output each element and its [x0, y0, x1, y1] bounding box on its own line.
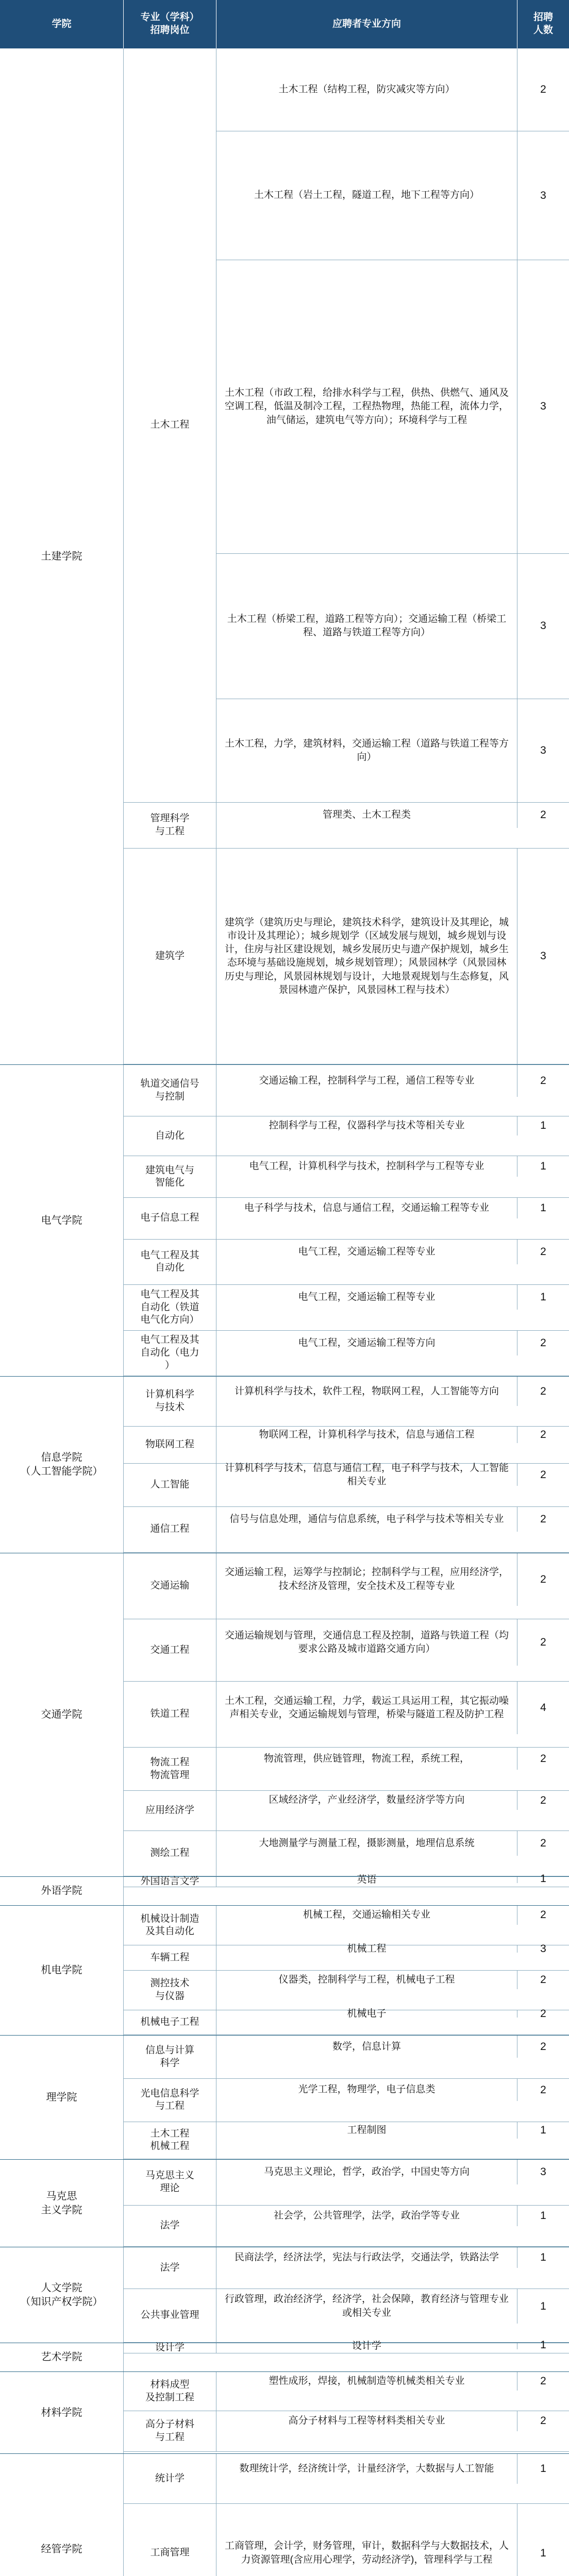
position-name: 自动化	[124, 1116, 216, 1156]
direction-rows	[216, 2206, 569, 2247]
position-name: 材料成型 及控制工程	[124, 2372, 216, 2411]
direction-rows	[216, 1464, 569, 1506]
table-row	[216, 699, 569, 802]
position-name: 法学	[124, 2247, 216, 2289]
position-rows	[124, 2247, 569, 2343]
college-group	[0, 2372, 569, 2454]
table-row	[216, 1971, 569, 1990]
major-direction: 英语	[216, 1877, 517, 1883]
position-name: 管理科学 与工程	[124, 803, 216, 848]
table-row	[216, 1285, 569, 1310]
hire-count: 2	[540, 2083, 546, 2096]
position-name: 建筑学	[124, 849, 216, 1064]
direction-rows	[216, 2372, 569, 2411]
major-direction: 工程制图	[216, 2122, 517, 2139]
position-name: 车辆工程	[124, 1945, 216, 1970]
hire-count: 3	[540, 400, 546, 413]
major-direction: 交通运输工程，控制科学与工程，通信工程等专业	[216, 1065, 517, 1096]
position-group	[124, 2036, 569, 2079]
table-row	[216, 1116, 569, 1136]
college-group	[0, 2338, 569, 2372]
major-direction: 计算机科学与技术，信息与通信工程，电子科学与技术，人工智能相关专业	[216, 1464, 517, 1486]
table-header	[0, 0, 569, 48]
position-group	[124, 48, 569, 803]
college-group	[0, 1906, 569, 2036]
position-group	[124, 803, 569, 849]
college-group	[0, 1553, 569, 1877]
hire-count: 2	[540, 1385, 546, 1397]
direction-rows	[216, 1240, 569, 1285]
direction-rows	[216, 1156, 569, 1197]
direction-rows	[216, 1285, 569, 1330]
major-direction: 土木工程（桥梁工程，道路工程等方向）；交通运输工程（桥梁工程、道路与铁道工程等方向）	[216, 554, 517, 699]
direction-rows	[216, 1198, 569, 1239]
position-group	[124, 2007, 569, 2036]
position-group	[124, 2247, 569, 2289]
hire-count: 2	[540, 1974, 546, 1986]
hire-count: 2	[540, 1636, 546, 1648]
position-group	[124, 2454, 569, 2504]
hire-count: 2	[540, 1245, 546, 1258]
direction-rows	[216, 1507, 569, 1552]
position-rows	[124, 2372, 569, 2453]
major-direction: 工商管理，会计学，财务管理，审计，数据科学与大数据技术，人力资源管理(含应用心理学，劳动经济学)，管理科学与工程	[216, 2504, 517, 2576]
position-name: 交通工程	[124, 1619, 216, 1681]
position-group	[124, 2206, 569, 2247]
position-name: 设计学	[124, 2343, 216, 2352]
college-group	[0, 2247, 569, 2343]
position-name: 测绘工程	[124, 1831, 216, 1876]
college-name: 理学院	[0, 2036, 124, 2159]
college-name: 经管学院	[0, 2454, 124, 2576]
table-row	[216, 1619, 569, 1666]
table-row	[216, 2247, 569, 2268]
hire-count: 2	[540, 1513, 546, 1526]
position-group	[124, 1156, 569, 1198]
table-row	[216, 1831, 569, 1856]
position-name: 高分子材料 与工程	[124, 2411, 216, 2451]
position-group	[124, 1427, 569, 1464]
direction-rows	[216, 1682, 569, 1748]
position-rows	[124, 2454, 569, 2576]
college-group	[0, 2036, 569, 2160]
table-row	[216, 1156, 569, 1177]
position-group	[124, 1240, 569, 1285]
college-group	[0, 48, 569, 1065]
major-direction: 马克思主义理论，哲学，政治学，中国史等方向	[216, 2160, 517, 2184]
direction-rows	[216, 1553, 569, 1619]
position-name: 工商管理	[124, 2504, 216, 2576]
position-rows	[124, 48, 569, 1064]
major-direction: 塑性成形，焊接，机械制造等机械类相关专业	[216, 2372, 517, 2391]
direction-rows	[216, 1791, 569, 1831]
major-direction: 电气工程，交通运输工程等专业	[216, 1240, 517, 1264]
hire-count: 2	[540, 2040, 546, 2053]
position-name: 光电信息科学 与工程	[124, 2079, 216, 2122]
major-direction: 机械电子	[216, 2010, 517, 2018]
position-group	[124, 1971, 569, 2010]
major-direction: 物联网工程，计算机科学与技术，信息与通信工程	[216, 1427, 517, 1443]
hire-count: 2	[540, 83, 546, 96]
major-direction: 管理类、土木工程类	[216, 803, 517, 828]
direction-rows	[216, 1116, 569, 1156]
hire-count: 2	[540, 1837, 546, 1849]
position-name: 物联网工程	[124, 1427, 216, 1464]
college-name: 外语学院	[0, 1877, 124, 1905]
hire-count: 2	[540, 1573, 546, 1585]
position-group	[124, 1198, 569, 1240]
college-group	[0, 1377, 569, 1553]
position-group	[124, 2160, 569, 2206]
major-direction: 控制科学与工程，仪器科学与技术等相关专业	[216, 1116, 517, 1136]
position-rows	[124, 2160, 569, 2247]
college-name: 信息学院 （人工智能学院）	[0, 1377, 124, 1552]
position-rows	[124, 1065, 569, 1376]
college-group	[0, 1065, 569, 1377]
hire-count: 1	[540, 1120, 546, 1132]
position-group	[124, 1619, 569, 1682]
major-direction: 机械工程，交通运输相关专业	[216, 1906, 517, 1925]
major-direction: 交通运输工程，运筹学与控制论；控制科学与工程，应用经济学，技术经济及管理，安全技术及工程等专业	[216, 1553, 517, 1606]
table-row	[216, 1945, 569, 1953]
position-name: 机械电子工程	[124, 2010, 216, 2035]
hire-count: 2	[540, 809, 546, 821]
college-group	[0, 2454, 569, 2576]
position-rows	[124, 1553, 569, 1877]
hire-count: 3	[540, 2166, 546, 2178]
direction-rows	[216, 1377, 569, 1426]
hire-count: 2	[540, 1794, 546, 1806]
position-name: 电气工程及其 自动化（铁道 电气化方向）	[124, 1285, 216, 1330]
table-row	[216, 2036, 569, 2058]
direction-rows	[216, 2454, 569, 2503]
major-direction: 电气工程，交通运输工程等专业	[216, 1285, 517, 1310]
hire-count: 1	[540, 2251, 546, 2264]
college-group	[0, 2160, 569, 2247]
major-direction: 机械工程	[216, 1945, 517, 1953]
hire-count: 1	[540, 2338, 546, 2351]
position-name: 土木工程	[124, 48, 216, 802]
hire-count: 3	[540, 189, 546, 201]
table-row	[216, 2504, 569, 2576]
position-name: 轨道交通信号 与控制	[124, 1065, 216, 1116]
hire-count: 4	[540, 1701, 546, 1714]
table-row	[216, 260, 569, 554]
position-rows	[124, 2036, 569, 2159]
position-name: 电气工程及其 自动化（电力 ）	[124, 1331, 216, 1376]
major-direction: 电气工程，计算机科学与技术，控制科学与工程等专业	[216, 1156, 517, 1177]
major-direction: 建筑学（建筑历史与理论，建筑技术科学，建筑设计及其理论，城市设计及其理论）；城乡规划学（区域发展与规划，城乡规划与设计，住房与社区建设规划，城乡发展历史与遗产保护规划，城乡生态环境与基础设施规划，城乡规划管理）；风景园林学（风景园林历史与理论，风景园林规划与设计，大地景观规划与生态修复，风景园林遗产保护，风景园林工程与技术）	[216, 849, 517, 1064]
position-group	[124, 2372, 569, 2411]
position-rows	[124, 1872, 569, 1905]
college-name: 交通学院	[0, 1553, 124, 1877]
position-name: 电气工程及其 自动化	[124, 1240, 216, 1285]
position-name: 土木工程 机械工程	[124, 2122, 216, 2159]
header-direction: 应聘者专业方向	[216, 0, 517, 48]
table-row	[216, 1198, 569, 1218]
position-name: 统计学	[124, 2454, 216, 2503]
table-row	[216, 1872, 569, 1886]
college-name: 电气学院	[0, 1065, 124, 1376]
direction-rows	[216, 2122, 569, 2159]
college-name: 人文学院 （知识产权学院）	[0, 2247, 124, 2343]
position-group	[124, 1464, 569, 1507]
hire-count: 2	[540, 1428, 546, 1440]
position-name: 外国语言文学	[124, 1877, 216, 1886]
hire-count: 2	[540, 1909, 546, 1921]
major-direction: 电气工程，交通运输工程等方向	[216, 1331, 517, 1355]
position-group	[124, 1065, 569, 1116]
direction-rows	[216, 1872, 569, 1886]
hire-count: 3	[540, 950, 546, 962]
table-row	[216, 48, 569, 131]
position-name: 建筑电气与 智能化	[124, 1156, 216, 1197]
direction-rows	[216, 2289, 569, 2343]
direction-rows	[216, 2160, 569, 2205]
position-name: 电子信息工程	[124, 1198, 216, 1239]
hire-count: 2	[540, 1468, 546, 1481]
hire-count: 3	[540, 620, 546, 632]
direction-rows	[216, 2338, 569, 2352]
major-direction: 土木工程（结构工程，防灾减灾等方向）	[216, 48, 517, 131]
college-group	[0, 1872, 569, 1906]
position-group	[124, 849, 569, 1064]
position-rows	[124, 2338, 569, 2371]
position-name: 马克思主义 理论	[124, 2160, 216, 2205]
table-row	[216, 1682, 569, 1734]
direction-rows	[216, 1906, 569, 1945]
position-name: 法学	[124, 2206, 216, 2247]
hire-count: 1	[540, 1291, 546, 1303]
major-direction: 设计学	[216, 2343, 517, 2349]
table-row	[216, 554, 569, 699]
position-group	[124, 1331, 569, 1377]
position-name: 物流工程 物流管理	[124, 1748, 216, 1790]
major-direction: 交通运输规划与管理，交通信息工程及控制，道路与铁道工程（均要求公路及城市道路交通方向）	[216, 1619, 517, 1666]
position-rows	[124, 1906, 569, 2035]
position-group	[124, 1748, 569, 1791]
major-direction: 高分子材料与工程等材料类相关专业	[216, 2411, 517, 2431]
position-group	[124, 1831, 569, 1877]
table-row	[216, 1464, 569, 1486]
college-name: 土建学院	[0, 48, 124, 1064]
table-row	[216, 1331, 569, 1355]
college-name: 艺术学院	[0, 2343, 124, 2371]
direction-rows	[216, 1831, 569, 1876]
major-direction: 土木工程，交通运输工程，力学，载运工具运用工程，其它振动噪声相关专业，交通运输规划与管理，桥梁与隧道工程及防护工程	[216, 1682, 517, 1734]
table-row	[216, 1553, 569, 1606]
position-group	[124, 1791, 569, 1831]
major-direction: 电子科学与技术，信息与通信工程，交通运输工程等专业	[216, 1198, 517, 1218]
position-group	[124, 1872, 569, 1887]
direction-rows	[216, 2411, 569, 2451]
hire-count: 1	[540, 1201, 546, 1214]
table-row	[216, 2007, 569, 2020]
header-college: 学院	[0, 0, 124, 48]
position-group	[124, 1553, 569, 1620]
table-row	[216, 2411, 569, 2431]
position-name: 交通运输	[124, 1553, 216, 1619]
table-row	[216, 1377, 569, 1406]
hire-count: 1	[540, 2547, 546, 2559]
header-count: 招聘 人数	[533, 12, 553, 36]
major-direction: 计算机科学与技术，软件工程，物联网工程，人工智能等方向	[216, 1377, 517, 1406]
major-direction: 土木工程，力学，建筑材料，交通运输工程（道路与铁道工程等方向）	[216, 699, 517, 802]
header-position: 专业（学科） 招聘岗位	[124, 0, 216, 48]
hire-count: 2	[540, 1074, 546, 1087]
table-row	[216, 1065, 569, 1096]
table-row	[216, 1791, 569, 1810]
hire-count: 2	[540, 2007, 546, 2020]
major-direction: 数学，信息计算	[216, 2036, 517, 2058]
college-name: 材料学院	[0, 2372, 124, 2453]
position-group	[124, 1906, 569, 1945]
hire-count: 3	[540, 744, 546, 756]
major-direction: 土木工程（岩土工程，隧道工程，地下工程等方向）	[216, 131, 517, 260]
position-group	[124, 2079, 569, 2122]
direction-rows	[216, 2504, 569, 2576]
position-rows	[124, 1377, 569, 1552]
major-direction: 区域经济学，产业经济学，数量经济学等方向	[216, 1791, 517, 1810]
position-group	[124, 2338, 569, 2353]
major-direction: 社会学，公共管理学，法学，政治学等专业	[216, 2206, 517, 2226]
position-name: 计算机科学 与技术	[124, 1377, 216, 1426]
hire-count: 2	[540, 2375, 546, 2387]
major-direction: 仪器类，控制科学与工程，机械电子工程	[216, 1971, 517, 1990]
table-row	[216, 2122, 569, 2139]
table-row	[216, 2160, 569, 2184]
direction-rows	[216, 1971, 569, 2010]
table-row	[216, 1906, 569, 1925]
major-direction: 物流管理，供应链管理，物流工程，系统工程，	[216, 1748, 517, 1770]
major-direction: 土木工程（市政工程，给排水科学与工程，供热、供燃气、通风及空调工程，低温及制冷工程，工程热物理，热能工程，流体力学，油气储运，建筑电气等方向）；环境科学与工程	[216, 260, 517, 553]
hire-count: 3	[540, 1943, 546, 1955]
direction-rows	[216, 2079, 569, 2122]
direction-rows	[216, 2036, 569, 2078]
table-row	[216, 2372, 569, 2391]
table-row	[216, 1427, 569, 1443]
position-group	[124, 1945, 569, 1971]
position-group	[124, 2289, 569, 2343]
table-row	[216, 849, 569, 1064]
table-row	[216, 1507, 569, 1532]
hire-count: 2	[540, 1336, 546, 1349]
major-direction: 大地测量学与测量工程，摄影测量，地理信息系统	[216, 1831, 517, 1856]
direction-rows	[216, 1945, 569, 1970]
position-name: 公共事业管理	[124, 2289, 216, 2343]
table-row	[216, 803, 569, 828]
position-group	[124, 2122, 569, 2160]
position-group	[124, 1116, 569, 1156]
direction-rows	[216, 48, 569, 802]
hire-count: 1	[540, 2209, 546, 2222]
position-group	[124, 1682, 569, 1748]
direction-rows	[216, 1331, 569, 1376]
hire-count: 1	[540, 2124, 546, 2136]
position-group	[124, 2411, 569, 2452]
position-name: 人工智能	[124, 1464, 216, 1506]
direction-rows	[216, 2007, 569, 2035]
hire-count: 1	[540, 1872, 546, 1885]
position-group	[124, 1507, 569, 1553]
table-row	[216, 1240, 569, 1264]
major-direction: 民商法学，经济法学，宪法与行政法学，交通法学，铁路法学	[216, 2247, 517, 2268]
hire-count: 2	[540, 1752, 546, 1765]
hire-count: 1	[540, 1160, 546, 1173]
hire-count: 1	[540, 2462, 546, 2475]
table-row	[216, 131, 569, 260]
major-direction: 光学工程，物理学，电子信息类	[216, 2079, 517, 2101]
direction-rows	[216, 1065, 569, 1116]
position-group	[124, 1285, 569, 1331]
major-direction: 数理统计学，经济统计学，计量经济学，大数据与人工智能	[216, 2454, 517, 2483]
table-row	[216, 2079, 569, 2101]
table-row	[216, 2338, 569, 2352]
table-row	[216, 2289, 569, 2324]
position-name: 机械设计制造 及其自动化	[124, 1906, 216, 1945]
table-body	[0, 48, 569, 2576]
position-group	[124, 2504, 569, 2576]
major-direction: 信号与信息处理，通信与信息系统，电子科学与技术等相关专业	[216, 1507, 517, 1532]
college-name: 机电学院	[0, 1906, 124, 2035]
direction-rows	[216, 849, 569, 1064]
position-name: 信息与计算 科学	[124, 2036, 216, 2078]
position-name: 铁道工程	[124, 1682, 216, 1748]
direction-rows	[216, 1427, 569, 1464]
position-name: 应用经济学	[124, 1791, 216, 1831]
table-row	[216, 1748, 569, 1770]
major-direction: 行政管理，政治经济学，经济学，社会保障，教育经济与管理专业或相关专业	[216, 2289, 517, 2324]
direction-rows	[216, 803, 569, 848]
direction-rows	[216, 1619, 569, 1681]
table-row	[216, 2454, 569, 2483]
position-group	[124, 1377, 569, 1426]
direction-rows	[216, 1748, 569, 1790]
college-name: 马克思 主义学院	[0, 2160, 124, 2247]
table-row	[216, 2206, 569, 2226]
hire-count: 2	[540, 2415, 546, 2427]
position-name: 通信工程	[124, 1507, 216, 1552]
direction-rows	[216, 2247, 569, 2289]
hire-count: 1	[540, 2300, 546, 2312]
position-name: 测控技术 与仪器	[124, 1971, 216, 2010]
